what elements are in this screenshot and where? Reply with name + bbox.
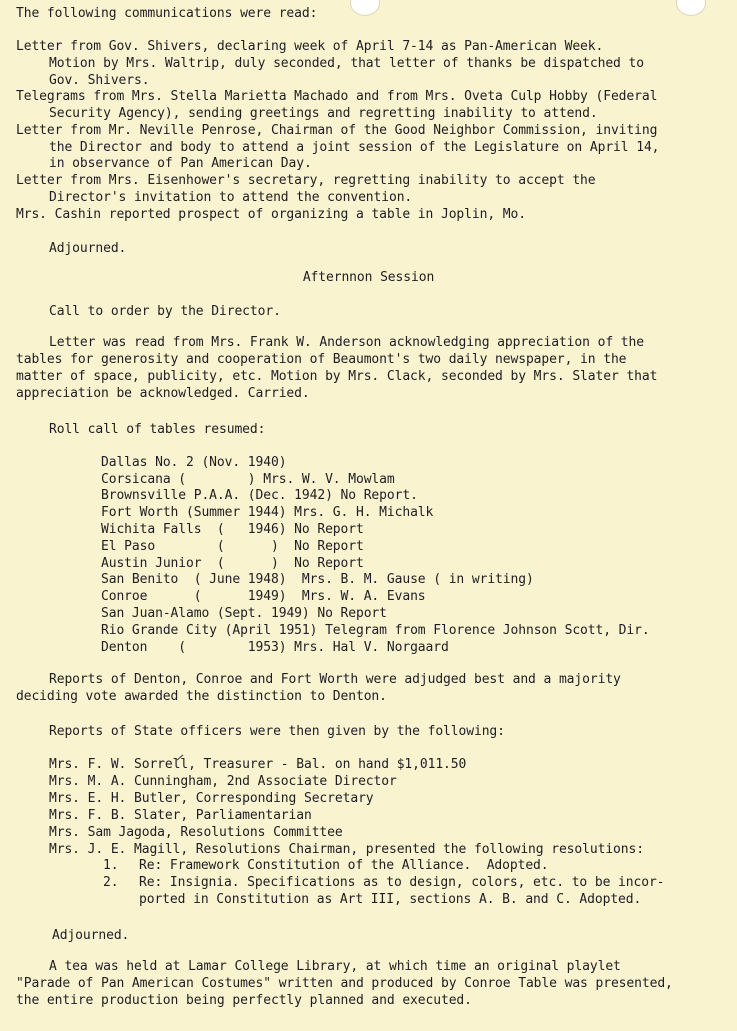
reports-line: Reports of Denton, Conroe and Fort Worth were adjudged best and a majority bbox=[49, 672, 621, 687]
punch-hole bbox=[350, 0, 380, 16]
letter-line: tables for generosity and cooperation of Beaumont's two daily newspaper, in the bbox=[16, 352, 627, 367]
resolution-number: 2. bbox=[103, 875, 119, 890]
officers-intro: Reports of State officers were then given by the following: bbox=[49, 724, 505, 739]
resolution-text: Re: Framework Constitution of the Alliance. Adopted. bbox=[139, 858, 549, 873]
officer-entry: Mrs. M. A. Cunningham, 2nd Associate Director bbox=[49, 774, 397, 789]
roll-call-entry: San Benito ( June 1948) Mrs. B. M. Gause ( in writing) bbox=[101, 572, 534, 587]
reports-line: deciding vote awarded the distinction to Denton. bbox=[16, 689, 387, 704]
resolution-text: Re: Insignia. Specifications as to design, colors, etc. to be incor- bbox=[139, 875, 665, 890]
comm-line: Mrs. Cashin reported prospect of organizing a table in Joplin, Mo. bbox=[16, 207, 526, 222]
call-to-order-line: Call to order by the Director. bbox=[49, 304, 281, 319]
comm-line: Letter from Mrs. Eisenhower's secretary, regretting inability to accept the bbox=[16, 173, 596, 188]
officer-entry: Mrs. J. E. Magill, Resolutions Chairman, presented the following resolutions: bbox=[49, 842, 644, 857]
roll-call-entry: Dallas No. 2 (Nov. 1940) bbox=[101, 455, 287, 470]
roll-call-entry: San Juan-Alamo (Sept. 1949) No Report bbox=[101, 606, 387, 621]
roll-call-entry: Conroe ( 1949) Mrs. W. A. Evans bbox=[101, 589, 426, 604]
punch-hole bbox=[676, 0, 706, 16]
header-line: The following communications were read: bbox=[16, 6, 318, 21]
officer-entry: Mrs. F. W. Sorrell, Treasurer - Bal. on hand $1,011.50 bbox=[49, 757, 467, 772]
comm-line: Telegrams from Mrs. Stella Marietta Machado and from Mrs. Oveta Culp Hobby (Federal bbox=[16, 89, 658, 104]
tea-line: the entire production being perfectly planned and executed. bbox=[16, 993, 472, 1008]
officer-entry: Mrs. F. B. Slater, Parliamentarian bbox=[49, 808, 312, 823]
section-heading: Afternnon Session bbox=[302, 270, 435, 285]
letter-line: matter of space, publicity, etc. Motion by Mrs. Clack, seconded by Mrs. Slater that bbox=[16, 369, 658, 384]
letter-line: Letter was read from Mrs. Frank W. Anderson acknowledging appreciation of the bbox=[49, 335, 644, 350]
comm-line: Gov. Shivers. bbox=[49, 73, 150, 88]
roll-call-entry: Rio Grande City (April 1951) Telegram from Florence Johnson Scott, Dir. bbox=[101, 623, 650, 638]
roll-call-entry: Denton ( 1953) Mrs. Hal V. Norgaard bbox=[101, 640, 449, 655]
comm-line: Letter from Gov. Shivers, declaring week of April 7-14 as Pan-American Week. bbox=[16, 39, 604, 54]
officer-entry: Mrs. Sam Jagoda, Resolutions Committee bbox=[49, 825, 343, 840]
tea-line: A tea was held at Lamar College Library, at which time an original playlet bbox=[49, 959, 621, 974]
resolution-text: ported in Constitution as Art III, sections A. B. and C. Adopted. bbox=[139, 892, 642, 907]
resolution-number: 1. bbox=[103, 858, 119, 873]
roll-call-entry: Austin Junior ( ) No Report bbox=[101, 556, 364, 571]
comm-line: Letter from Mr. Neville Penrose, Chairman of the Good Neighbor Commission, inviting bbox=[16, 123, 658, 138]
comm-line: Motion by Mrs. Waltrip, duly seconded, that letter of thanks be dispatched to bbox=[49, 56, 644, 71]
roll-call-entry: Brownsville P.A.A. (Dec. 1942) No Report. bbox=[101, 488, 418, 503]
comm-line: the Director and body to attend a joint session of the Legislature on April 14, bbox=[49, 140, 660, 155]
roll-call-entry: Fort Worth (Summer 1944) Mrs. G. H. Michalk bbox=[101, 505, 434, 520]
roll-call-entry: Corsicana ( ) Mrs. W. V. Mowlam bbox=[101, 472, 395, 487]
roll-call-entry: Wichita Falls ( 1946) No Report bbox=[101, 522, 364, 537]
adjourned-line: Adjourned. bbox=[49, 241, 127, 256]
comm-line: Security Agency), sending greetings and regretting inability to attend. bbox=[49, 106, 598, 121]
comm-line: in observance of Pan American Day. bbox=[49, 156, 312, 171]
letter-line: appreciation be acknowledged. Carried. bbox=[16, 386, 310, 401]
adjourned-line: Adjourned. bbox=[52, 928, 130, 943]
roll-call-intro: Roll call of tables resumed: bbox=[49, 422, 266, 437]
comm-line: Director's invitation to attend the convention. bbox=[49, 190, 413, 205]
roll-call-entry: El Paso ( ) No Report bbox=[101, 539, 364, 554]
tea-line: "Parade of Pan American Costumes" written and produced by Conroe Table was presented, bbox=[16, 976, 673, 991]
officer-entry: Mrs. E. H. Butler, Corresponding Secretary bbox=[49, 791, 374, 806]
